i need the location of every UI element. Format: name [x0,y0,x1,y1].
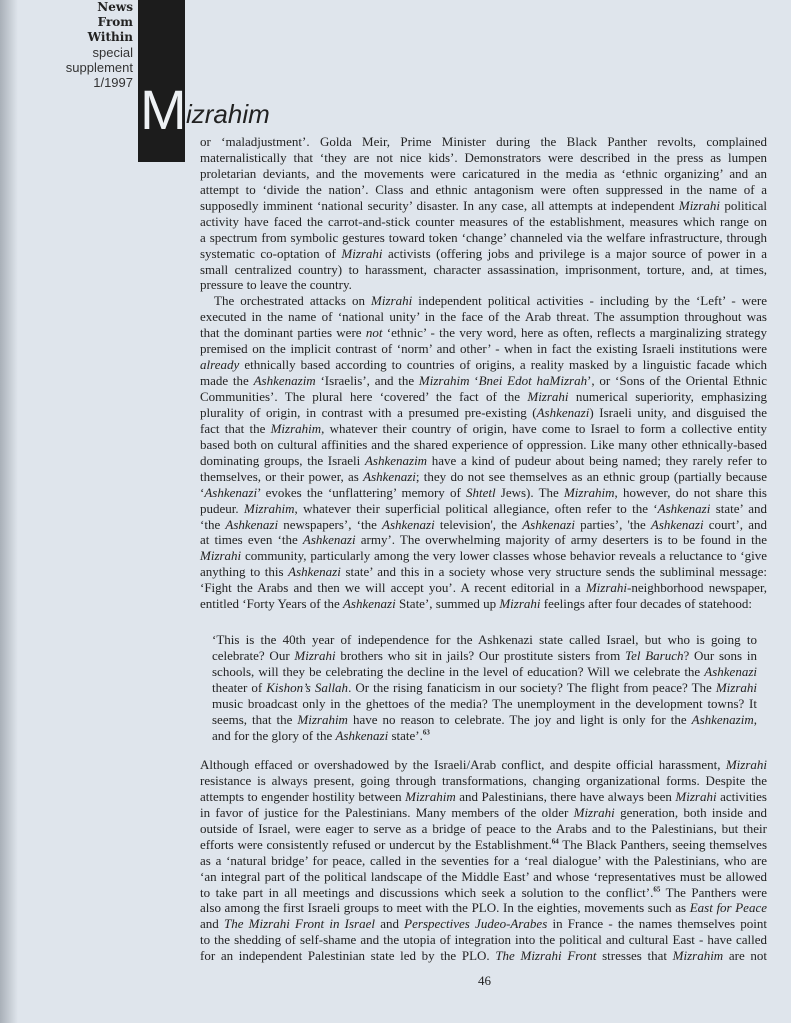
text-line [200,325,767,341]
text-line [200,389,767,405]
title-initial: M [140,78,187,141]
text-line [200,821,767,837]
text-line [212,648,757,664]
text-line [200,357,767,373]
italic-span: Ashkenazi [363,468,416,484]
text-span: at times even ‘the [200,532,303,548]
text-span: themselves, or their power, as [200,468,364,484]
italic-span: Mizrahim [270,420,322,436]
text-span: ; they do not see themselves as an ethnic group (partially because [415,468,767,484]
italic-span: Ashkenazi [225,516,279,532]
text-line [200,421,767,437]
italic-span: already [200,357,240,373]
italic-span: Ashkenazi [288,564,341,580]
text-span: brothers who sit in jails? Our prostitute sisters from [335,647,626,663]
italic-span: Perspectives Judeo-Arabes [404,916,548,932]
text-line [200,773,767,789]
text-line [200,309,767,325]
italic-span: not [365,325,383,341]
italic-span: Ashkenazi [302,532,356,548]
text-span: political [720,197,767,213]
text-span: -neighborhood newspaper, [627,580,768,596]
text-line [200,166,767,182]
text-span: supposedly imminent ‘national security’ disaster. In any case, all attempts at independent [200,197,679,213]
text-span: ‘This is the 40th year of independence for the Ashkenazi state called Israel, but who is going to [212,632,757,647]
text-span: anything to this [200,564,289,580]
text-line [200,182,767,198]
text-line [200,580,767,596]
text-span: army’. The overwhelming majority of army deserters is to be found in the [355,532,767,548]
text-span: maternalistically that ‘they are not nice kids’. Demonstrators were described in the press as lumpen [200,149,767,165]
masthead-news: News [97,0,133,14]
italic-span: Ashkenazim [364,452,428,468]
text-span: ethnically based according to countries of origins, a reality masked by a linguistic facade which [239,357,767,373]
text-line [200,437,767,453]
text-span: , whatever their country of origin, have come to Israel to form a collective entity [321,420,767,436]
italic-span: Mizrahi [294,647,336,663]
text-line [200,885,767,901]
text-line [200,293,767,309]
text-span: or ‘maladjustment’. Golda Meir, Prime Minister during the Black Panther revolts, complained [200,134,767,149]
text-span: numerical superiority, emphasizing [568,389,767,404]
text-span: made the [200,373,254,389]
page-number: 46 [478,973,491,988]
text-line [200,789,767,805]
text-span: ’, or ‘Sons of the Oriental Ethnic [587,373,767,389]
italic-span: Ashkenazi [335,727,389,743]
text-line [200,262,767,278]
italic-span: Mizrahi [675,788,717,804]
text-span: attempt to ‘divide the nation’. Class and ethnic antagonism were often suppressed in the name of a [200,181,767,197]
text-line [200,134,767,150]
text-span: proletarian deviants, and the movements were caricatured in the media as ‘ethnic organizing’ and an [200,165,767,181]
italic-span: Mizrahim [418,373,470,389]
italic-span: Mizrahim [297,711,348,727]
text-line [200,805,767,821]
masthead [40,0,133,90]
text-span: state’ and [710,500,767,516]
page-title: izrahim [186,99,270,129]
text-span: outside of Israel, were eager to serve as a bridge of peace to the Arabs and to the Palestinians, but their [200,820,767,836]
italic-span: Mizrahi [371,293,413,309]
italic-span: Shtetl [465,484,496,500]
text-span: schools, will they be celebrating the decline in the level of education? Will we celebrate the [212,663,705,679]
text-span: Jews). The [495,484,564,500]
text-line [200,548,767,564]
text-line [200,869,767,885]
text-span: , however, do not share this [614,484,767,500]
italic-span: Tel Baruch [625,647,684,663]
text-line [200,757,767,773]
footnote-ref: 63 [422,728,430,737]
italic-span: Ashkenazi [382,516,435,532]
text-span: small centralized country) to harassment, character assassination, imprisonment, torture, and, at times, [200,261,767,277]
text-span: have no reason to celebrate. The joy and light is only for the [347,711,692,727]
text-span: in favor of justice for the Palestinians. Many members of the older [200,804,574,820]
italic-span: Ashkenazi [704,663,757,679]
text-span: community, particularly among the very lower classes whose behavior reveals a reluctance to ‘give [241,548,767,564]
italic-span: Mizrahi [725,757,767,772]
text-span: executed in the name of ‘national unity’ in the face of the Arab threat. The assumption throughout was [200,309,767,325]
italic-span: Ashkenazi [657,500,711,516]
italic-span: Mizrahi [527,389,569,404]
text-span: have a kind of pudeur about being named; they rarely refer to [427,452,768,468]
text-span: activities [716,788,767,804]
block-quote [212,632,757,744]
italic-span: Mizrahi [715,679,757,695]
italic-span: The Mizrahi Front in Israel [223,916,375,932]
text-span: celebrate? Our [212,647,295,663]
text-span: The orchestrated attacks on [214,293,372,309]
italic-span: Bnei Edot haMizrah [478,373,588,389]
text-line [200,230,767,246]
text-span: activists (offering jobs and privilege is a major source of power in a [382,245,767,261]
text-span: ‘the [200,516,226,532]
text-line [200,837,767,853]
text-line [200,596,767,612]
text-span: ’ evokes the ‘unflattering’ memory of [257,484,466,500]
italic-span: Ashkenazi [204,484,258,500]
italic-span: Mizrahi [573,804,615,820]
footnote-ref: 64 [551,837,559,846]
text-span: television', the [434,516,523,532]
text-span: ‘ethnic’ - the very word, here as often, reflects a marginalizing strategy [382,325,768,341]
text-span: theater of [212,679,267,695]
text-line [212,728,757,744]
text-span: music broadcast only in the ghettoes of the media? The unemployment in the development towns? It [212,695,757,711]
text-span: based both on cultural affinities and the shared experience of oppression. Like many other ethnically-based [200,436,767,452]
masthead-issue: 1/1997 [93,75,133,90]
text-line [200,853,767,869]
italic-span: Mizrahim [243,500,295,516]
text-line [212,696,757,712]
italic-span: Mizrahi [499,596,541,612]
text-span: resistance is always present, going through transformations, changing organizational forms. Despite the [200,772,767,788]
italic-span: The Mizrahi Front [495,948,597,964]
text-span: The Black Panthers, seeing themselves [558,836,767,852]
text-span: ‘Israelis’, and the [315,373,419,389]
text-span: seems, that the [212,711,298,727]
text-line [200,405,767,421]
masthead-within: Within [87,30,133,44]
text-span: and Palestinians, there have always been [455,788,676,804]
text-line [200,277,767,293]
masthead-special: special [92,45,133,60]
italic-span: Mizrahim [405,788,456,804]
italic-span: Ashkenazi [342,596,396,612]
text-span: systematic co-optation of [200,245,342,261]
text-span: that the dominant parties were [200,325,366,341]
text-line [200,900,767,916]
italic-span: Mizrahi [585,580,627,596]
text-span: Communities’. The plural here ‘covered’ the fact of the [200,389,528,404]
text-line [200,485,767,501]
text-span: as a ‘natural bridge’ for peace, called in the seventies for a ‘real dialogue’ with the Palestinians, who are [200,852,767,868]
italic-span: Ashkenazi [650,516,704,532]
text-span: feelings after four decades of statehood: [540,596,753,612]
italic-span: Mizrahim [563,484,615,500]
text-span: ‘Fight the Arabs and then we will accept you’. A recent editorial in a [200,580,586,596]
text-span: plurality of origin, in contrast with a presumed pre-existing ( [200,404,537,420]
text-span: State’, summed up [395,596,500,612]
text-span: and [200,916,224,932]
text-span: court’, and [703,516,767,532]
text-span: premised on the implicit contrast of ‘norm’ and other’ - when in fact the existing Israeli institutions were [200,341,767,357]
italic-span: Mizrahi [678,197,721,213]
text-span: entitled ‘Forty Years of the [200,596,343,612]
text-span: parties’, 'the [574,516,651,532]
italic-span: Mizrahi [200,548,242,564]
text-span: and [375,916,405,932]
italic-span: Ashkenazi [536,404,590,420]
text-span: . Or the rising fanaticism in our society? The flight from peace? The [348,679,716,695]
text-span: to take part in all meetings and discussions which seek a solution to the conflict’. [200,884,654,900]
text-span: for an independent Palestinian state led by the PLO. [200,948,496,964]
text-line [200,932,767,948]
body-text-block-1 [200,134,767,612]
text-span: activity have faced the carrot-and-stick counter measures of the establishment, measures which range on [200,213,767,229]
text-line [200,341,767,357]
italic-span: Ashkenazim [691,711,754,727]
text-line [200,564,767,580]
text-span: are not [723,948,767,964]
text-span: ‘ [469,373,479,389]
text-span: efforts were consistently refused or undercut by the Establishment. [200,836,552,852]
text-span: also among the first Israeli groups to meet with the PLO. In the eighties, movements such as [200,900,690,916]
italic-span: Kishon’s Sallah [266,679,349,695]
text-span: , [753,711,757,727]
text-line [200,948,767,964]
text-span: dominating groups, the Israeli [200,452,365,468]
text-line [212,680,757,696]
masthead-supplement: supplement [65,60,133,75]
text-span: and for the glory of the [212,727,336,743]
text-line [200,517,767,533]
text-line [200,916,767,932]
italic-span: Mizrahi [341,245,383,261]
text-span: stresses that [596,948,673,964]
text-line [200,453,767,469]
text-span: ‘ [200,484,205,500]
text-span: pudeur. [200,500,244,516]
text-span: The Panthers were [660,884,767,900]
text-span: to the shedding of self-shame and the utopia of integration into the political and cultural East - have called [200,932,767,948]
text-span: ) Israeli unity, and disguised the [589,404,767,420]
text-span: state’ and this in a society whose very structure sends the subliminal message: [340,564,767,580]
text-line [212,664,757,680]
text-line [200,150,767,166]
italic-span: Mizrahim [672,948,724,964]
body-text-block-2 [200,757,767,964]
text-line [200,214,767,230]
text-span: newspapers’, ‘the [278,516,383,532]
text-span: generation, both inside and [614,804,767,820]
text-span: , whatever their superficial political allegiance, often refer to the ‘ [294,500,658,516]
text-line [200,532,767,548]
italic-span: Ashkenazim [253,373,316,389]
text-span: pressure to leave the country. [200,277,352,293]
text-line [200,246,767,262]
masthead-from: From [97,15,133,29]
text-span: independent political activities - including by the ‘Left’ - were [412,293,768,309]
text-span: Although effaced or overshadowed by the Israeli/Arab conflict, and despite official harassment, [200,757,726,772]
footnote-ref: 65 [653,885,661,894]
text-span: in France - the names themselves point [547,916,768,932]
text-line [200,373,767,389]
text-line [200,469,767,485]
text-span: a spectrum from symbolic gestures toward token ‘change’ channeled via the welfare infrastructure, through [200,229,767,245]
text-line [200,501,767,517]
italic-span: East for Peace [689,900,767,916]
text-line [212,632,757,648]
italic-span: Ashkenazi [522,516,575,532]
page-edge-shadow [0,0,18,1023]
text-span: ‘an integral part of the political landscape of the Middle East’ and whose ‘representatives must be allowed [200,868,767,884]
text-span: attempts to engender hostility between [200,788,406,804]
text-line [200,198,767,214]
text-span: ? Our sons in [683,647,757,663]
text-span: state’. [388,727,423,743]
text-span: fact that the [200,420,271,436]
text-line [212,712,757,728]
